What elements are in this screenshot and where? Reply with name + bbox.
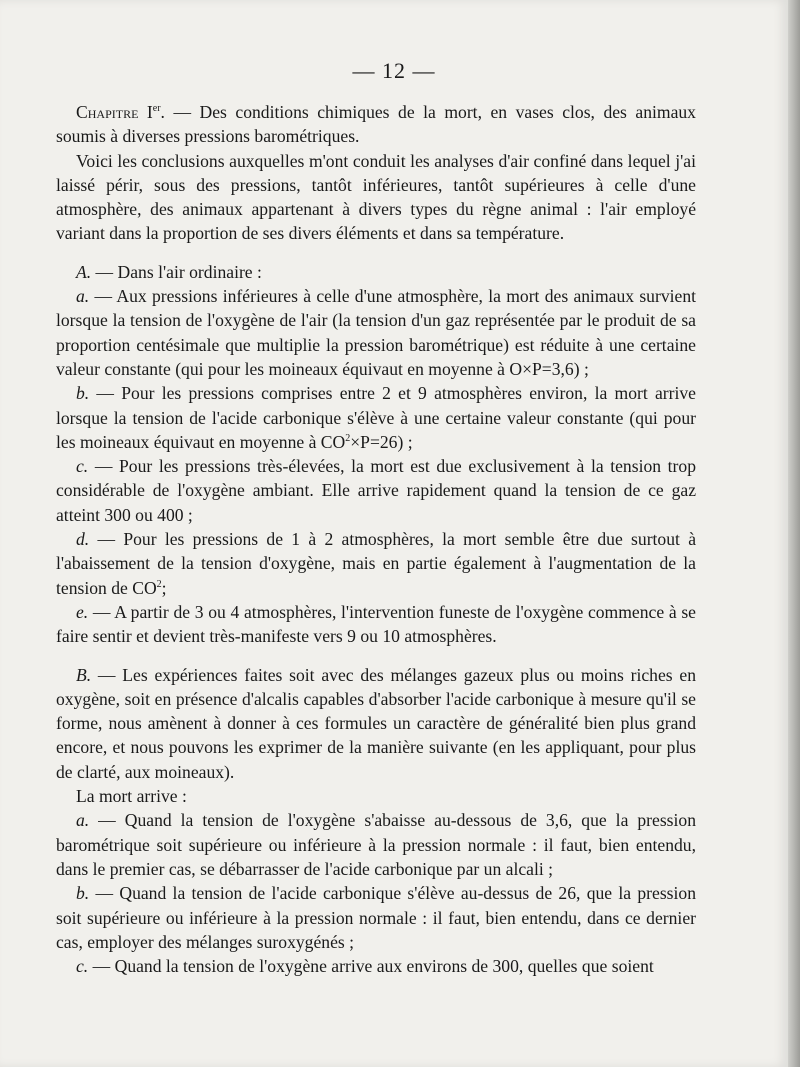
item-letter: b. — [76, 883, 90, 904]
section-a-item-d — [56, 527, 696, 600]
section-a-item-b — [56, 381, 696, 454]
item-text: — Pour les pressions très-élevées, la mort est due exclusivement à la tension trop considérable de l'oxygène ambiant. Elle arrive rapidement quand la tension de ce gaz atteint 300 ou 400 ; — [56, 456, 696, 525]
section-b-item-b — [56, 881, 696, 954]
item-letter: c. — [76, 956, 89, 977]
page-body — [56, 100, 696, 978]
chapter-label: Chapitre I — [76, 102, 153, 122]
item-superscript: 2 — [156, 578, 162, 590]
section-a-heading — [56, 260, 696, 284]
item-text: — Pour les pressions comprises entre 2 et 9 atmosphères environ, la mort arrive lorsque la tension de l'acide carbonique s'élève à une certaine valeur constante (qui pour les moineaux équivaut en moyenne à CO — [56, 383, 696, 452]
item-letter: a. — [76, 286, 90, 307]
item-superscript: 2 — [345, 433, 351, 444]
section-b-paragraph — [56, 663, 696, 784]
item-text-end: ×P=26) ; — [350, 431, 413, 452]
chapter-title: . — Des conditions chimiques de la mort, en vases clos, des animaux soumis à diverses pressions barométriques. — [56, 102, 696, 147]
item-text: — Quand la tension de l'acide carbonique s'élève au-dessus de 26, que la pression soit supérieure ou inférieure à la pression normale : il faut, bien entendu, dans ce dernier cas, employer des mélanges suroxygénés ; — [56, 883, 696, 952]
section-b-item-c — [56, 954, 696, 978]
chapter-heading — [56, 100, 696, 149]
item-text: — A partir de 3 ou 4 atmosphères, l'intervention funeste de l'oxygène commence à se faire sentir et devient très-manifeste vers 9 ou 10 atmosphères. — [56, 601, 696, 647]
item-letter: d. — [76, 529, 90, 550]
section-a-heading-text: — Dans l'air ordinaire : — [91, 261, 262, 282]
section-a-item-e — [56, 600, 696, 649]
item-text: — Aux pressions inférieures à celle d'une atmosphère, la mort des animaux survient lorsque la tension de l'oxygène de l'air (la tension d'un gaz représentée par le produit de sa proportion centésimale que multiplie la pression barométrique) est réduite à une certaine valeur constante (qui pour les moineaux équivaut en moyenne à O×P=3,6) ; — [56, 286, 696, 379]
item-text: — Quand la tension de l'oxygène arrive aux environs de 300, quelles que soient — [88, 956, 654, 977]
item-text-end: ; — [161, 577, 167, 598]
section-a-letter: A. — [76, 261, 92, 282]
section-b-lead: La mort arrive : — [76, 786, 187, 807]
chapter-label-sup: er — [152, 103, 161, 115]
item-text: — Pour les pressions de 1 à 2 atmosphères, la mort semble être due surtout à l'abaissement de la tension d'oxygène, mais en partie également à l'augmentation de la tension de CO — [56, 529, 696, 598]
item-letter: a. — [76, 810, 90, 831]
item-letter: e. — [76, 601, 89, 622]
section-a-item-c — [56, 454, 696, 527]
item-letter: b. — [76, 383, 90, 404]
book-gutter-shadow — [788, 0, 800, 1067]
section-b-letter: B. — [76, 664, 92, 685]
section-a-item-a — [56, 284, 696, 381]
section-b-item-a — [56, 808, 696, 881]
item-letter: c. — [76, 456, 89, 477]
item-text: — Quand la tension de l'oxygène s'abaisse au-dessous de 3,6, que la pression barométrique soit supérieure ou inférieure à la pression normale : il faut, bien entendu, dans le premier cas, se débarrasser de l'acide carbonique par un alcali ; — [56, 810, 696, 879]
intro-paragraph: Voici les conclusions auxquelles m'ont conduit les analyses d'air confiné dans lequel j'ai laissé périr, sous des pressions, tantôt inférieures, tantôt supérieures à celle d'une atmosphère, des animaux appartenant à divers types du règne animal : l'air employé variant dans la proportion de ses divers éléments et dans sa température. — [56, 150, 696, 244]
section-b-text: — Les expériences faites soit avec des mélanges gazeux plus ou moins riches en oxygène, soit en présence d'alcalis capables d'absorber l'acide carbonique à mesure qu'il se forme, nous amènent à donner à ces formules un caractère de généralité bien plus grand encore, et nous pouvons les exprimer de la manière suivante (en les appliquant, pour plus de clarté, aux moineaux). — [56, 664, 696, 782]
page-number: — 12 — — [352, 58, 436, 83]
